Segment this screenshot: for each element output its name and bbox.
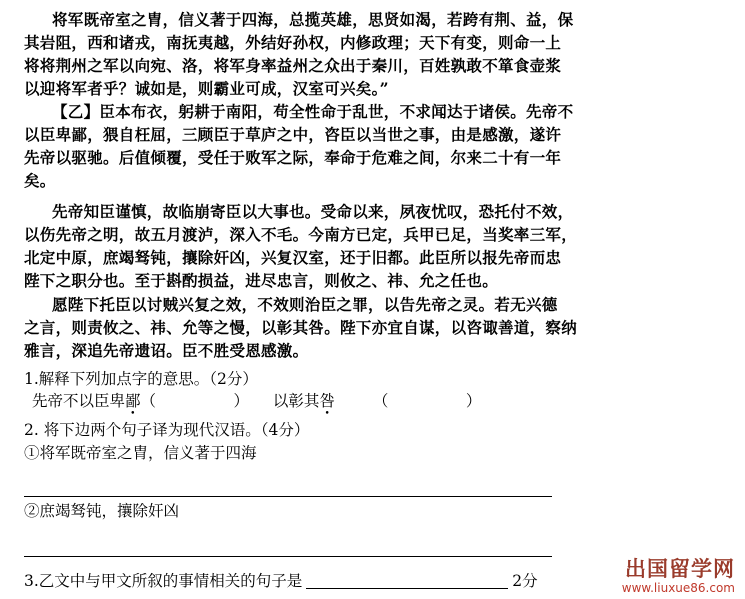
passage-line: 以臣卑鄙，猥自枉屈，三顾臣于草庐之中，咨臣以当世之事，由是感激，遂许: [24, 125, 562, 144]
question-2-sentence-1: ①将军既帝室之胄，信义著于四海: [24, 444, 257, 462]
answer-line-1[interactable]: [24, 496, 552, 497]
watermark-url: www.liuxue86.com: [621, 581, 735, 595]
q1-item-a-answer-blank[interactable]: （ ）: [140, 392, 250, 410]
passage-line: 之言，则责攸之、祎、允等之慢，以彰其咎。陛下亦宜自谋，以咨诹善道，察纳: [24, 318, 578, 337]
question-3: [24, 570, 538, 592]
passage-line: 将军既帝室之胄，信义著于四海，总揽英雄，思贤如渴，若跨有荆、益，保: [52, 10, 574, 29]
question-3-answer-blank[interactable]: [306, 572, 508, 589]
passage-line: 其岩阻，西和诸戎，南抚夷越，外结好孙权，内修政理；天下有变，则命一上: [24, 33, 562, 52]
question-1-title: 1.解释下列加点字的意思。（2分）: [24, 370, 258, 388]
passage-paragraph-3: [24, 200, 664, 292]
site-watermark: [622, 557, 735, 595]
question-1-items: [32, 390, 481, 412]
passage-line: 以伤先帝之明，故五月渡泸，深入不毛。今南方已定，兵甲已足，当奖率三军，: [24, 225, 578, 244]
question-3-text: 3.乙文中与甲文所叙的事情相关的句子是: [24, 572, 303, 590]
passage-line: 雅言，深追先帝遗诏。臣不胜受恩感激。: [24, 341, 309, 360]
question-3-score: 2分: [512, 572, 538, 590]
passage-line: 愿陛下托臣以讨贼兴复之效，不效则治臣之罪，以告先帝之灵。若无兴德: [52, 295, 558, 314]
passage-line: 矣。: [24, 171, 56, 190]
passage-line: 【乙】臣本布衣，躬耕于南阳，苟全性命于乱世，不求闻达于诸侯。先帝不: [52, 102, 574, 121]
passage-line: 北定中原，庶竭驽钝，攘除奸凶，兴复汉室，还于旧都。此臣所以报先帝而忠: [24, 248, 562, 267]
q1-item-b-dotted-char: 咎: [319, 392, 335, 410]
answer-line-2[interactable]: [24, 556, 552, 557]
passage-line: 以迎将军者乎？诚如是，则霸业可成，汉室可兴矣。”: [24, 79, 389, 98]
passage-line: 将将荆州之军以向宛、洛，将军身率益州之众出于秦川，百姓孰敢不箪食壶浆: [24, 56, 562, 75]
q1-item-a-dotted-char: 鄙: [125, 392, 141, 410]
q1-item-b-answer-blank[interactable]: （ ）: [372, 392, 482, 410]
passage-line: 先帝知臣谨慎，故临崩寄臣以大事也。受命以来，夙夜忧叹，恐托付不效，: [52, 202, 574, 221]
passage-paragraph-2: [24, 100, 664, 192]
watermark-site-name: 出国留学网: [625, 557, 735, 581]
question-2-sentence-2: ②庶竭驽钝，攘除奸凶: [24, 502, 180, 520]
passage-line: 先帝以驱驰。后值倾覆，受任于败军之际，奉命于危难之间，尔来二十有一年: [24, 148, 562, 167]
q1-item-a-prefix: 先帝不以臣卑: [32, 392, 126, 410]
q1-item-b-prefix: 以彰其: [272, 392, 320, 410]
question-2-title: 2. 将下边两个句子译为现代汉语。（4分）: [24, 421, 310, 439]
passage-paragraph-1: [24, 8, 664, 100]
passage-line: 陛下之职分也。至于斟酌损益，进尽忠言，则攸之、祎、允之任也。: [24, 271, 499, 290]
passage-paragraph-4: [24, 293, 664, 362]
